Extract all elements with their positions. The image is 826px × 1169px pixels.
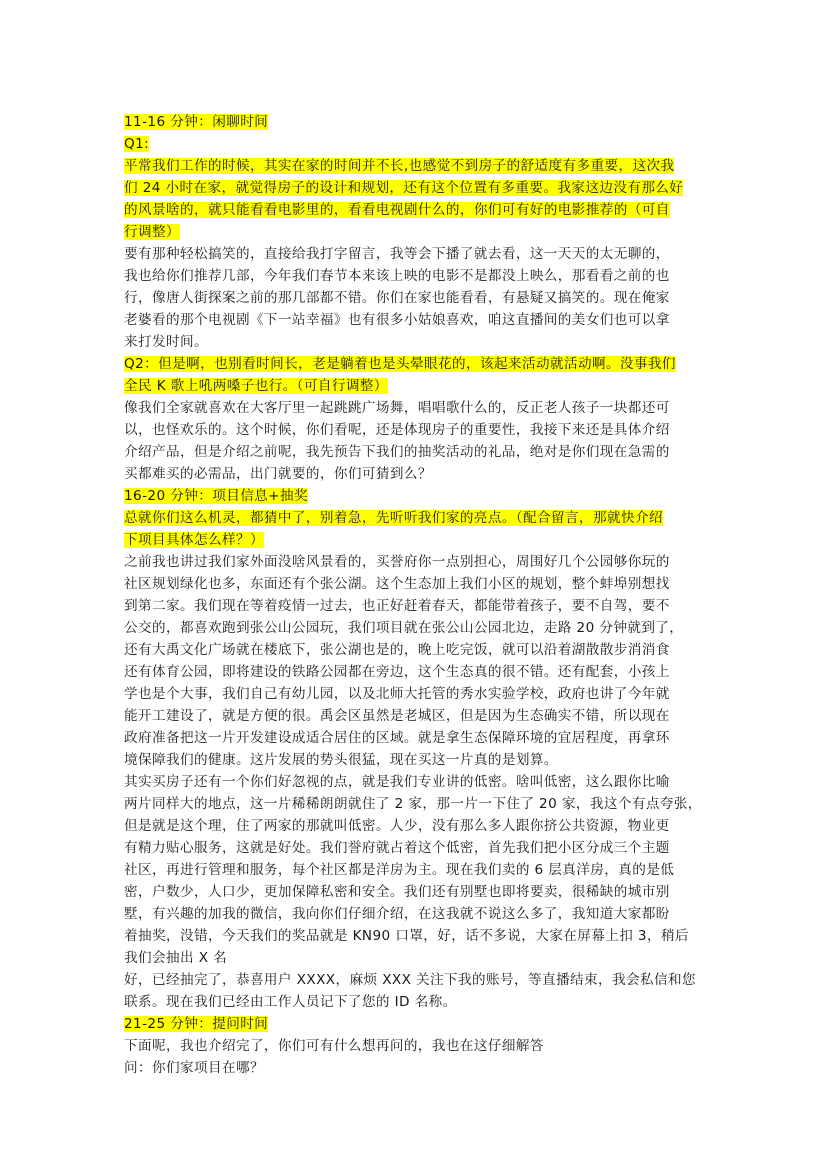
line-text: 行，像唐人街探案之前的那几部都不错。你们在家也能看看，有悬疑又搞笑的。现在俺家 — [124, 290, 670, 306]
text-line — [124, 749, 704, 771]
text-line — [124, 969, 704, 991]
text-line — [124, 859, 704, 881]
highlighted-text-line — [124, 507, 704, 529]
line-text: 社区规划绿化也多，东面还有个张公湖。这个生态加上我们小区的规划，整个蚌埠别想找 — [124, 576, 670, 592]
line-text: 以，也怪欢乐的。这个时候，你们看呢，还是体现房子的重要性，我接下来还是具体介绍 — [124, 422, 670, 438]
line-text: 要有那种轻松搞笑的，直接给我打字留言，我等会下播了就去看，这一天天的太无聊的， — [124, 246, 670, 262]
line-text: 但是就是这个理，住了两家的那就叫低密。人少，没有那么多人跟你挤公共资源，物业更 — [124, 818, 670, 834]
line-text: 问：你们家项目在哪？ — [124, 1060, 264, 1076]
line-text: 21-25 分钟：提问时间 — [124, 1016, 269, 1032]
line-text: 之前我也讲过我们家外面没啥风景看的，买誉府你一点别担心，周围好几个公园够你玩的 — [124, 554, 670, 570]
text-line — [124, 903, 704, 925]
line-text: 下项目具体怎么样？） — [124, 532, 264, 548]
line-text: 还有体育公园，即将建设的铁路公园都在旁边，这个生态真的很不错。还有配套，小孩上 — [124, 664, 670, 680]
text-line — [124, 1035, 704, 1057]
text-line — [124, 287, 704, 309]
line-text: 还有大禹文化广场就在楼底下，张公湖也是的，晚上吃完饭，就可以沿着湖散散步消消食 — [124, 642, 670, 658]
line-text: 老婆看的那个电视剧《下一站幸福》也有很多小姑娘喜欢，咱这直播间的美女们也可以拿 — [124, 312, 670, 328]
line-text: 联系。现在我们已经由工作人员记下了您的 ID 名称。 — [124, 994, 457, 1010]
line-text: 有精力贴心服务，这就是好处。我们誉府就占着这个低密，首先我们把小区分成三个主题 — [124, 840, 670, 856]
text-line — [124, 881, 704, 903]
highlighted-text-line — [124, 485, 704, 507]
text-line — [124, 683, 704, 705]
highlighted-text-line — [124, 155, 704, 177]
line-text: 的风景啥的，就只能看看电影里的，看看电视剧什么的，你们可有好的电影推荐的（可自 — [124, 202, 670, 218]
text-line — [124, 397, 704, 419]
text-line — [124, 947, 704, 969]
line-text: 全民 K 歌上吼两嗓子也行。（可自行调整） — [124, 378, 388, 394]
line-text: 来打发时间。 — [124, 334, 208, 350]
text-line — [124, 837, 704, 859]
text-line — [124, 419, 704, 441]
line-text: 16-20 分钟：项目信息+抽奖 — [124, 488, 308, 504]
line-text: 行调整） — [124, 224, 180, 240]
line-text: 着抽奖，没错，今天我们的奖品就是 KN90 口罩，好，话不多说，大家在屏幕上扣 3，稍后 — [124, 928, 689, 944]
text-line — [124, 595, 704, 617]
text-line — [124, 793, 704, 815]
line-text: 介绍产品，但是介绍之前呢，我先预告下我们的抽奖活动的礼品，绝对是你们现在急需的 — [124, 444, 670, 460]
text-line — [124, 639, 704, 661]
text-line — [124, 727, 704, 749]
text-line — [124, 441, 704, 463]
text-line — [124, 551, 704, 573]
highlighted-text-line — [124, 111, 704, 133]
line-text: 我也给你们推荐几部，今年我们春节本来该上映的电影不是都没上映么，那看看之前的也 — [124, 268, 670, 284]
line-text: 能开工建设了，就是方便的很。禹会区虽然是老城区，但是因为生态确实不错，所以现在 — [124, 708, 670, 724]
text-line — [124, 573, 704, 595]
text-line — [124, 815, 704, 837]
highlighted-text-line — [124, 177, 704, 199]
line-text: 其实买房子还有一个你们好忽视的点，就是我们专业讲的低密。啥叫低密，这么跟你比喻 — [124, 774, 670, 790]
text-line — [124, 463, 704, 485]
line-text: 公交的，都喜欢跑到张公山公园玩，我们项目就在张公山公园北边，走路 20 分钟就到了， — [124, 620, 684, 636]
line-text: 到第二家。我们现在等着疫情一过去，也正好赶着春天，都能带着孩子，要不自驾，要不 — [124, 598, 670, 614]
line-text: 境保障我们的健康。这片发展的势头很猛，现在买这一片真的是划算。 — [124, 752, 558, 768]
text-line — [124, 1057, 704, 1079]
line-text: 政府准备把这一片开发建设成适合居住的区域。就是拿生态保障环境的宜居程度，再拿环 — [124, 730, 670, 746]
line-text: Q1: — [124, 136, 150, 152]
text-line — [124, 771, 704, 793]
line-text: Q2：但是啊，也别看时间长，老是躺着也是头晕眼花的，该起来活动就活动啊。没事我们 — [124, 356, 676, 372]
text-line — [124, 705, 704, 727]
highlighted-text-line — [124, 221, 704, 243]
text-line — [124, 617, 704, 639]
text-line — [124, 925, 704, 947]
highlighted-text-line — [124, 529, 704, 551]
text-line — [124, 243, 704, 265]
document-page — [124, 111, 704, 1079]
highlighted-text-line — [124, 353, 704, 375]
highlighted-text-line — [124, 133, 704, 155]
line-text: 我们会抽出 X 名 — [124, 950, 228, 966]
line-text: 好，已经抽完了，恭喜用户 XXXX，麻烦 XXX 关注下我的账号，等直播结束，我会私信和您 — [124, 972, 696, 988]
highlighted-text-line — [124, 199, 704, 221]
line-text: 们 24 小时在家，就觉得房子的设计和规划，还有这个位置有多重要。我家这边没有那么好 — [124, 180, 684, 196]
line-text: 学也是个大事，我们自己有幼儿园，以及北师大托管的秀水实验学校，政府也讲了今年就 — [124, 686, 670, 702]
line-text: 像我们全家就喜欢在大客厅里一起跳跳广场舞，唱唱歌什么的，反正老人孩子一块都还可 — [124, 400, 670, 416]
text-line — [124, 265, 704, 287]
text-line — [124, 661, 704, 683]
highlighted-text-line — [124, 375, 704, 397]
line-text: 总就你们这么机灵，都猜中了，别着急，先听听我们家的亮点。（配合留言，那就快介绍 — [124, 510, 663, 526]
line-text: 11-16 分钟：闲聊时间 — [124, 114, 269, 130]
text-line — [124, 309, 704, 331]
text-line — [124, 331, 704, 353]
line-text: 墅，有兴趣的加我的微信，我向你们仔细介绍，在这我就不说这么多了，我知道大家都盼 — [124, 906, 670, 922]
line-text: 平常我们工作的时候，其实在家的时间并不长,也感觉不到房子的舒适度有多重要，这次我 — [124, 158, 675, 174]
line-text: 密，户数少，人口少，更加保障私密和安全。我们还有别墅也即将要卖，很稀缺的城市别 — [124, 884, 670, 900]
line-text: 社区，再进行管理和服务，每个社区都是洋房为主。现在我们卖的 6 层真洋房，真的是低 — [124, 862, 675, 878]
line-text: 两片同样大的地点，这一片稀稀朗朗就住了 2 家，那一片一下住了 20 家，我这个有点夸张， — [124, 796, 702, 812]
line-text: 下面呢，我也介绍完了，你们可有什么想再问的，我也在这仔细解答 — [124, 1038, 544, 1054]
line-text: 买都难买的必需品，出门就要的，你们可猜到么？ — [124, 466, 432, 482]
highlighted-text-line — [124, 1013, 704, 1035]
text-line — [124, 991, 704, 1013]
